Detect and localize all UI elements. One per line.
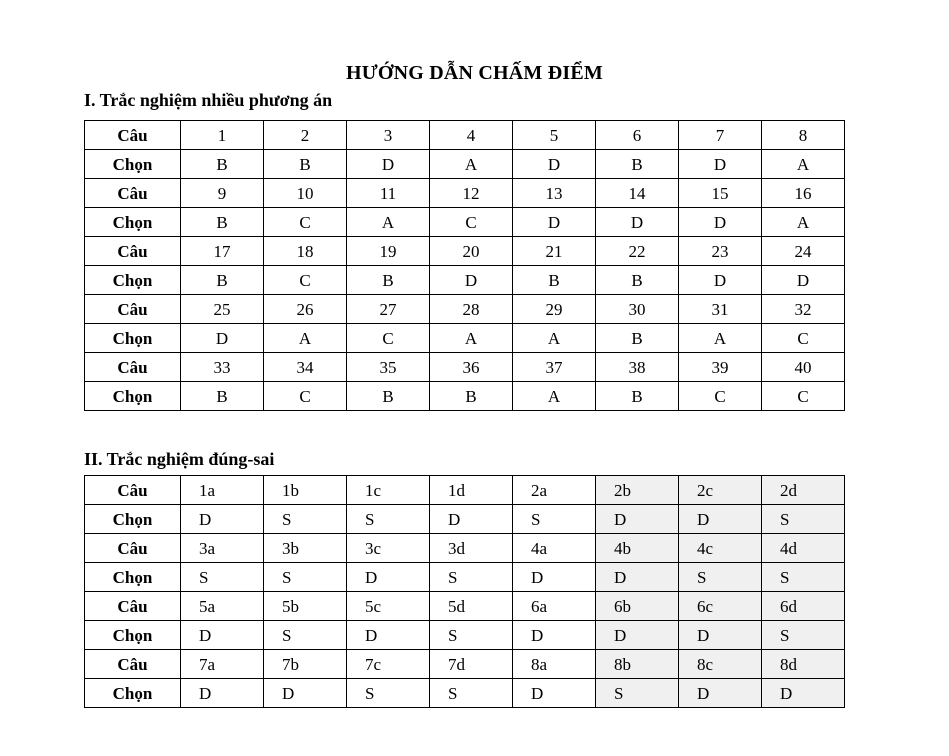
multiple-choice-answer-table bbox=[84, 120, 845, 411]
question-number-cell: 1c bbox=[347, 476, 430, 505]
answer-cell: S bbox=[596, 679, 679, 708]
table-row bbox=[85, 266, 845, 295]
answer-cell: B bbox=[596, 382, 679, 411]
answer-cell: A bbox=[430, 324, 513, 353]
answer-cell: D bbox=[264, 679, 347, 708]
row-label-question: Câu bbox=[85, 534, 181, 563]
question-number-cell: 4 bbox=[430, 121, 513, 150]
question-number-cell: 24 bbox=[762, 237, 845, 266]
question-number-cell: 29 bbox=[513, 295, 596, 324]
question-number-cell: 2a bbox=[513, 476, 596, 505]
answer-cell: B bbox=[264, 150, 347, 179]
answer-cell: S bbox=[264, 563, 347, 592]
answer-cell: S bbox=[762, 621, 845, 650]
table-row bbox=[85, 534, 845, 563]
table-row bbox=[85, 650, 845, 679]
answer-cell: S bbox=[264, 621, 347, 650]
question-number-cell: 21 bbox=[513, 237, 596, 266]
row-label-question: Câu bbox=[85, 237, 181, 266]
row-label-question: Câu bbox=[85, 353, 181, 382]
table-row bbox=[85, 679, 845, 708]
answer-cell: S bbox=[430, 563, 513, 592]
question-number-cell: 6a bbox=[513, 592, 596, 621]
answer-cell: D bbox=[679, 208, 762, 237]
answer-cell: B bbox=[347, 382, 430, 411]
table-row bbox=[85, 208, 845, 237]
question-number-cell: 3b bbox=[264, 534, 347, 563]
question-number-cell: 5b bbox=[264, 592, 347, 621]
question-number-cell: 20 bbox=[430, 237, 513, 266]
section-heading-1: I. Trắc nghiệm nhiều phương án bbox=[84, 90, 333, 110]
question-number-cell: 2c bbox=[679, 476, 762, 505]
question-number-cell: 1b bbox=[264, 476, 347, 505]
answer-cell: B bbox=[181, 150, 264, 179]
row-label-question: Câu bbox=[85, 476, 181, 505]
answer-cell: C bbox=[762, 324, 845, 353]
row-label-answer: Chọn bbox=[85, 505, 181, 534]
question-number-cell: 4b bbox=[596, 534, 679, 563]
question-number-cell: 7a bbox=[181, 650, 264, 679]
answer-cell: D bbox=[181, 324, 264, 353]
table-row bbox=[85, 505, 845, 534]
answer-cell: D bbox=[513, 208, 596, 237]
answer-cell: C bbox=[264, 382, 347, 411]
question-number-cell: 8b bbox=[596, 650, 679, 679]
row-label-answer: Chọn bbox=[85, 563, 181, 592]
answer-cell: A bbox=[430, 150, 513, 179]
answer-cell: D bbox=[181, 679, 264, 708]
question-number-cell: 7 bbox=[679, 121, 762, 150]
answer-cell: B bbox=[181, 208, 264, 237]
question-number-cell: 11 bbox=[347, 179, 430, 208]
question-number-cell: 17 bbox=[181, 237, 264, 266]
page-title: HƯỚNG DẪN CHẤM ĐIỂM bbox=[346, 62, 603, 84]
question-number-cell: 4d bbox=[762, 534, 845, 563]
question-number-cell: 2b bbox=[596, 476, 679, 505]
answer-cell: C bbox=[347, 324, 430, 353]
question-number-cell: 32 bbox=[762, 295, 845, 324]
question-number-cell: 22 bbox=[596, 237, 679, 266]
row-label-answer: Chọn bbox=[85, 266, 181, 295]
row-label-question: Câu bbox=[85, 592, 181, 621]
question-number-cell: 40 bbox=[762, 353, 845, 382]
answer-cell: D bbox=[596, 563, 679, 592]
table-row bbox=[85, 179, 845, 208]
answer-cell: D bbox=[347, 621, 430, 650]
question-number-cell: 6d bbox=[762, 592, 845, 621]
table-body bbox=[85, 121, 845, 411]
table-row bbox=[85, 237, 845, 266]
answer-cell: D bbox=[513, 621, 596, 650]
question-number-cell: 28 bbox=[430, 295, 513, 324]
answer-cell: B bbox=[513, 266, 596, 295]
question-number-cell: 26 bbox=[264, 295, 347, 324]
answer-cell: A bbox=[762, 150, 845, 179]
row-label-answer: Chọn bbox=[85, 621, 181, 650]
row-label-answer: Chọn bbox=[85, 382, 181, 411]
question-number-cell: 8d bbox=[762, 650, 845, 679]
question-number-cell: 7c bbox=[347, 650, 430, 679]
question-number-cell: 36 bbox=[430, 353, 513, 382]
answer-cell: S bbox=[347, 505, 430, 534]
answer-cell: D bbox=[679, 621, 762, 650]
question-number-cell: 15 bbox=[679, 179, 762, 208]
answer-cell: S bbox=[347, 679, 430, 708]
question-number-cell: 33 bbox=[181, 353, 264, 382]
answer-cell: D bbox=[596, 208, 679, 237]
question-number-cell: 39 bbox=[679, 353, 762, 382]
answer-cell: D bbox=[181, 505, 264, 534]
answer-cell: S bbox=[430, 679, 513, 708]
answer-cell: B bbox=[181, 266, 264, 295]
question-number-cell: 6c bbox=[679, 592, 762, 621]
question-number-cell: 34 bbox=[264, 353, 347, 382]
question-number-cell: 3d bbox=[430, 534, 513, 563]
table-row bbox=[85, 382, 845, 411]
question-number-cell: 35 bbox=[347, 353, 430, 382]
question-number-cell: 18 bbox=[264, 237, 347, 266]
table-row bbox=[85, 353, 845, 382]
row-label-question: Câu bbox=[85, 121, 181, 150]
question-number-cell: 7d bbox=[430, 650, 513, 679]
answer-cell: S bbox=[762, 505, 845, 534]
question-number-cell: 25 bbox=[181, 295, 264, 324]
table-row bbox=[85, 476, 845, 505]
answer-cell: D bbox=[679, 679, 762, 708]
answer-cell: B bbox=[430, 382, 513, 411]
answer-cell: B bbox=[347, 266, 430, 295]
question-number-cell: 27 bbox=[347, 295, 430, 324]
answer-cell: D bbox=[762, 679, 845, 708]
answer-cell: S bbox=[430, 621, 513, 650]
row-label-question: Câu bbox=[85, 295, 181, 324]
true-false-answer-table bbox=[84, 475, 845, 708]
row-label-answer: Chọn bbox=[85, 150, 181, 179]
answer-cell: B bbox=[181, 382, 264, 411]
question-number-cell: 6b bbox=[596, 592, 679, 621]
question-number-cell: 2d bbox=[762, 476, 845, 505]
answer-cell: S bbox=[264, 505, 347, 534]
question-number-cell: 3 bbox=[347, 121, 430, 150]
answer-cell: D bbox=[679, 505, 762, 534]
answer-cell: D bbox=[762, 266, 845, 295]
answer-cell: D bbox=[347, 563, 430, 592]
answer-cell: B bbox=[596, 324, 679, 353]
question-number-cell: 23 bbox=[679, 237, 762, 266]
answer-cell: A bbox=[513, 382, 596, 411]
question-number-cell: 8 bbox=[762, 121, 845, 150]
answer-cell: A bbox=[679, 324, 762, 353]
answer-cell: B bbox=[596, 150, 679, 179]
answer-cell: A bbox=[347, 208, 430, 237]
answer-cell: B bbox=[596, 266, 679, 295]
answer-cell: S bbox=[679, 563, 762, 592]
question-number-cell: 2 bbox=[264, 121, 347, 150]
question-number-cell: 37 bbox=[513, 353, 596, 382]
question-number-cell: 30 bbox=[596, 295, 679, 324]
question-number-cell: 7b bbox=[264, 650, 347, 679]
row-label-answer: Chọn bbox=[85, 679, 181, 708]
answer-cell: D bbox=[596, 621, 679, 650]
answer-cell: S bbox=[513, 505, 596, 534]
table-row bbox=[85, 121, 845, 150]
question-number-cell: 9 bbox=[181, 179, 264, 208]
table-body bbox=[85, 476, 845, 708]
answer-cell: D bbox=[513, 679, 596, 708]
question-number-cell: 3c bbox=[347, 534, 430, 563]
answer-cell: D bbox=[430, 505, 513, 534]
question-number-cell: 4c bbox=[679, 534, 762, 563]
table-row bbox=[85, 621, 845, 650]
question-number-cell: 1 bbox=[181, 121, 264, 150]
question-number-cell: 5c bbox=[347, 592, 430, 621]
row-label-answer: Chọn bbox=[85, 324, 181, 353]
table-row bbox=[85, 592, 845, 621]
answer-cell: D bbox=[347, 150, 430, 179]
question-number-cell: 5a bbox=[181, 592, 264, 621]
row-label-question: Câu bbox=[85, 650, 181, 679]
answer-cell: D bbox=[679, 150, 762, 179]
question-number-cell: 5 bbox=[513, 121, 596, 150]
question-number-cell: 4a bbox=[513, 534, 596, 563]
question-number-cell: 6 bbox=[596, 121, 679, 150]
question-number-cell: 5d bbox=[430, 592, 513, 621]
question-number-cell: 1d bbox=[430, 476, 513, 505]
question-number-cell: 10 bbox=[264, 179, 347, 208]
answer-cell: A bbox=[762, 208, 845, 237]
answer-cell: S bbox=[181, 563, 264, 592]
question-number-cell: 31 bbox=[679, 295, 762, 324]
table-row bbox=[85, 563, 845, 592]
table-row bbox=[85, 150, 845, 179]
question-number-cell: 19 bbox=[347, 237, 430, 266]
table-row bbox=[85, 324, 845, 353]
answer-cell: D bbox=[513, 563, 596, 592]
answer-cell: C bbox=[679, 382, 762, 411]
answer-cell: S bbox=[762, 563, 845, 592]
question-number-cell: 14 bbox=[596, 179, 679, 208]
question-number-cell: 1a bbox=[181, 476, 264, 505]
answer-cell: D bbox=[181, 621, 264, 650]
section-heading-2: II. Trắc nghiệm đúng-sai bbox=[84, 449, 275, 469]
table-row bbox=[85, 295, 845, 324]
answer-cell: D bbox=[513, 150, 596, 179]
row-label-question: Câu bbox=[85, 179, 181, 208]
answer-cell: C bbox=[264, 266, 347, 295]
question-number-cell: 12 bbox=[430, 179, 513, 208]
question-number-cell: 38 bbox=[596, 353, 679, 382]
answer-cell: C bbox=[762, 382, 845, 411]
answer-cell: C bbox=[264, 208, 347, 237]
answer-cell: C bbox=[430, 208, 513, 237]
answer-cell: D bbox=[679, 266, 762, 295]
answer-cell: A bbox=[264, 324, 347, 353]
question-number-cell: 13 bbox=[513, 179, 596, 208]
answer-cell: D bbox=[596, 505, 679, 534]
question-number-cell: 3a bbox=[181, 534, 264, 563]
question-number-cell: 8a bbox=[513, 650, 596, 679]
row-label-answer: Chọn bbox=[85, 208, 181, 237]
question-number-cell: 8c bbox=[679, 650, 762, 679]
answer-cell: D bbox=[430, 266, 513, 295]
answer-cell: A bbox=[513, 324, 596, 353]
question-number-cell: 16 bbox=[762, 179, 845, 208]
